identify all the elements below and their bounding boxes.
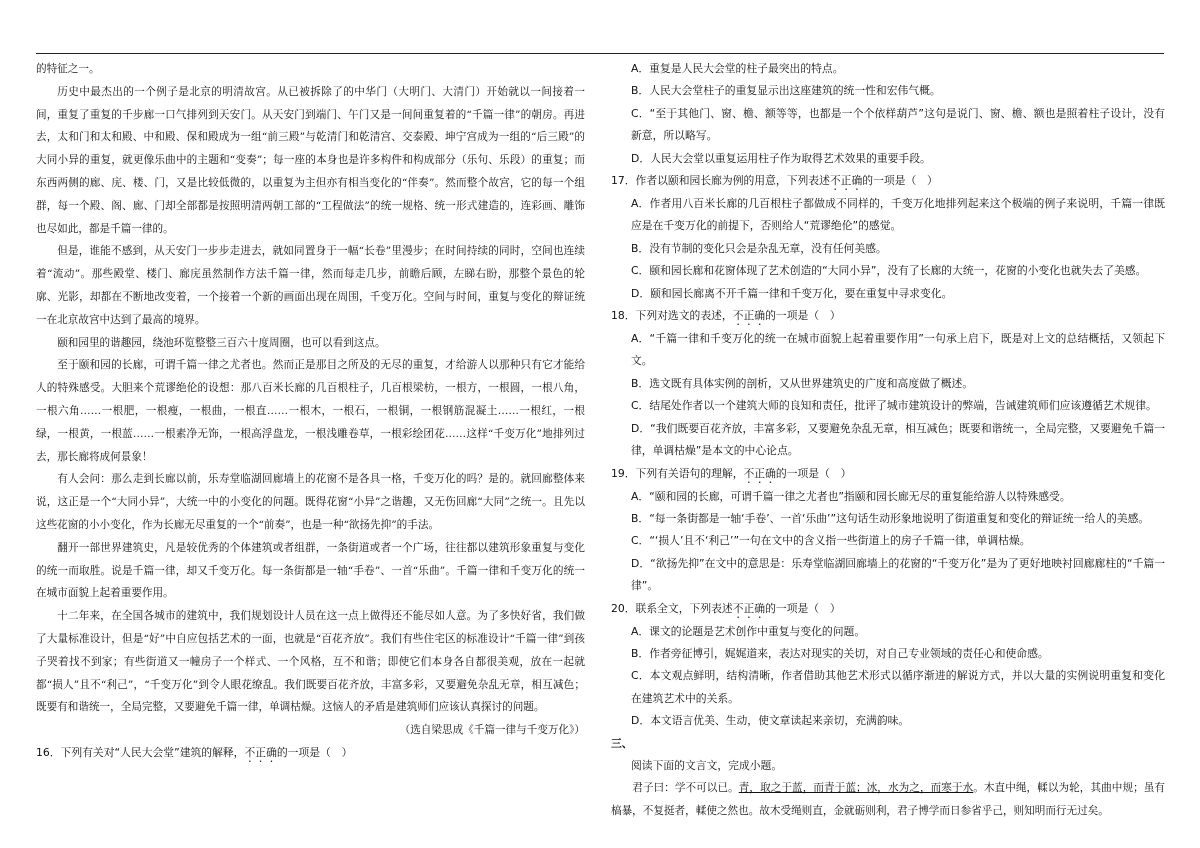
classical-text: 。木直中绳，輮以为轮，其曲中规；虽有槁暴，不复挺者，輮使之然也。故木受绳则直，金就砺则利，君子博学而日参省乎己，则知明而行无过矣。 [611,782,1166,817]
question-16-stem [36,742,585,765]
question-17-stem [611,170,1165,193]
question-17-option-c: C．颐和园长廊和花窗体现了艺术创造的“大同小异”，没有了长廊的大统一，花窗的小变化也就失去了美感。 [631,264,1147,278]
question-stem-text: 的一项是（ ） [765,309,841,323]
question-stem-text: 的一项是（ ） [765,601,841,615]
passage-paragraph: 历史中最杰出的一个例子是北京的明清故宫。从已被拆除了的中华门（大明门、大清门）开始就以一间接着一间，重复了重复的千步廊一口气排列到天安门。从天安门到端门、午门又是一间间重复着的“千篇一律”的朝房。再进去，太和门和太和殿、中和殿、保和殿成为一组“前三殿”与乾清门和乾清宫、交泰殿、坤宁宫成为一组的“后三殿”的大同小异的重复，就更像乐曲中的主题和“变奏”；每一座的本身也是许多构件和构成部分（乐句、乐段）的重复；而东西两侧的廊、庑、楼、门，又是比较低微的，以重复为主但亦有相当变化的“伴奏”。然而整个故宫，它的每一个组群，每一个殿、阁、廊、门却全部都是按照明清两朝工部的“工程做法”的统一规格、统一形式建造的，连彩画、雕饰也尽如此，都是千篇一律的。 [36,85,585,235]
question-stem-text: 16．下列有关对“人民大会堂”建筑的解释， [36,745,245,759]
emphasis-word: 不正确 [732,601,766,615]
section-3-instruction: 阅读下面的文言文，完成小题。 [631,758,783,772]
question-stem-text: 的一项是（ ） [276,745,353,759]
question-17-option-a: A．作者用八百米长廊的几百根柱子都做成不同样的，千变万化地排列起来这个极端的例子来说明，千篇一律既应是在千变万化的前提下，否则给人“荒谬绝伦”的感觉。 [631,197,1165,233]
header-rule [36,53,1164,54]
classical-passage [611,777,1165,822]
underlined-sentence: 青，取之于蓝，而青于蓝；冰，水为之，而寒于水 [738,782,974,795]
question-stem-text: 20．联系全文，下列表述 [611,601,733,615]
question-stem-text: 17．作者以颐和园长廊为例的用意，下列表述 [611,174,830,188]
question-18-option-d: D．“我们既要百花齐放，丰富多彩，又要避免杂乱无章，相互减色；既要和谐统一，全局完整，又要避免千篇一律，单调枯燥”是本文的中心论点。 [631,421,1165,458]
passage-paragraph: 的特征之一。 [36,63,100,75]
question-stem-text: 的一项是（ ） [775,466,852,480]
question-19-stem [611,463,1165,486]
question-16-option-c: C．“至于其他门、窗、檐、额等等，也都是一个个依样葫芦”这句是说门、窗、檐、额也是照着柱子设计，没有新意，所以略写。 [631,106,1165,143]
passage-paragraph: 颐和园里的谐趣园，绕池环览整整三百六十度周圈，也可以看到这点。 [57,336,386,349]
passage-paragraph: 翻开一部世界建筑史，凡是较优秀的个体建筑或者组群，一条街道或者一个广场，往往都以建筑形象重复与变化的统一而取胜。说是千篇一律，却又千变万化。每一条街都是一轴“手卷”、一首“乐曲”。千篇一律和千变万化的统一在城市面貌上起着重要作用。 [36,541,585,600]
emphasis-word: 不正确 [829,174,863,188]
passage-paragraph: 有人会问：那么走到长廊以前，乐寿堂临湖回廊墙上的花窗不是各具一格，千变万化的吗？是的。就回廊整体来说，这正是一个“大同小异”，大统一中的小变化的问题。既得花窗“小异”之谐趣，又无伤回廊“大同”之统一。且先以这些花窗的小小变化，作为长廊无尽重复的一个“前奏”，也是一种“欲扬先抑”的手法。 [36,473,585,531]
question-19-option-d: D．“欲扬先抑”在文中的意思是：乐寿堂临湖回廊墙上的花窗的“千变万化”是为了更好地映衬回廊廊柱的“千篇一律”。 [631,556,1165,593]
question-20-option-d: D．本文语言优美、生动，使文章读起来亲切，充满韵味。 [631,714,910,728]
question-20-option-c: C．本文观点鲜明，结构清晰，作者借助其他艺术形式以循序渐进的解说方式，并以大量的实例说明重复和变化在建筑艺术中的关系。 [631,669,1165,705]
question-20-option-b: B．作者旁征博引，娓娓道来，表达对现实的关切，对自己专业领域的责任心和使命感。 [631,646,1049,660]
question-19-option-c: C．“‘损人’且不‘利己’”一句在文中的含义指一些街道上的房子千篇一律，单调枯燥。 [631,534,1031,548]
question-18-option-a: A．“千篇一律和千变万化的统一在城市面貌上起着重要作用”一句承上启下，既是对上文的总结概括，又领起下文。 [631,332,1165,368]
question-18-option-c: C．结尾处作者以一个建筑大师的良知和责任，批评了城市建筑设计的弊端，告诫建筑师们应该遵循艺术规律。 [631,399,1157,413]
left-column [36,58,585,765]
question-stem-text: 18．下列对选文的表述， [611,309,733,323]
right-column [611,58,1165,822]
question-16-option-b: B．人民大会堂柱子的重复显示出这座建筑的统一性和宏伟气概。 [631,84,941,98]
emphasis-word: 不正确 [743,466,776,480]
emphasis-word: 不正确 [732,309,766,323]
question-18-option-b: B．选文既有具体实例的剖析，又从世界建筑史的广度和高度做了概述。 [631,376,974,390]
question-18-stem [611,305,1165,328]
section-3-heading: 三、 [611,736,633,750]
question-17-option-b: B．没有节制的变化只会是杂乱无章，没有任何美感。 [631,241,887,255]
question-20-stem [611,598,1165,621]
question-16-option-a: A．重复是人民大会堂的柱子最突出的特点。 [631,62,844,75]
question-stem-text: 19．下列有关语句的理解， [611,466,744,480]
question-19-option-a: A．“颐和园的长廊，可谓千篇一律之尤者也”指颐和园长廊无尽的重复能给游人以特殊感受。 [631,489,1071,503]
classical-text: 君子曰：学不可以已。 [632,782,739,795]
emphasis-word: 不正确 [244,745,277,759]
question-19-option-b: B．“每一条街都是一轴‘手卷’、一首‘乐曲’”这句话生动形象地说明了街道重复和变化的辩证统一给人的美感。 [631,511,1150,525]
question-stem-text: 的一项是（ ） [862,174,938,188]
question-16-option-d: D．人民大会堂以重复运用柱子作为取得艺术效果的重要手段。 [631,151,931,165]
passage-paragraph: 至于颐和园的长廊，可谓千篇一律之尤者也。然而正是那目之所及的无尽的重复，才给游人以那种只有它才能给人的特殊感受。大胆来个荒谬绝伦的设想：那八百米长廊的几百根柱子，几百根梁枋，一根方，一根圆，一根八角，一根六角……一根肥，一根瘦，一根曲，一根直……一根木，一根石，一根铜，一根钢筋混凝土……一根红，一根绿，一根黄，一根蓝……一根素净无饰，一根高浮盘龙，一根浅雕卷草，一根彩绘团花……这样“千变万化”地排列过去，那长廊将成何景象！ [36,359,585,463]
question-17-option-d: D．颐和园长廊离不开千篇一律和千变万化，要在重复中寻求变化。 [631,286,953,300]
passage-paragraph: 十二年来，在全国各城市的建筑中，我们规划设计人员在这一点上做得还不能尽如人意。为了多快好省，我们做了大量标准设计，但是“好”中自应包括艺术的一面，也就是“百花齐放”。我们有些住宅区的标准设计“千篇一律”到孩子哭着找不到家；有些街道又一幢房子一个样式、一个风格，互不和谐；即使它们本身各自都很美观，放在一起就都“损人”且不“利己”，“千变万化”到令人眼花缭乱。我们既要百花齐放，丰富多彩，又要避免杂乱无章，相互减色；既要有和谐统一，全局完整，又要避免千篇一律，单调枯燥。这恼人的矛盾是建筑师们应该认真探讨的问题。 [36,610,585,714]
passage-paragraph: 但是，谁能不感到，从天安门一步步走进去，就如同置身于一幅“长卷”里漫步；在时间持续的同时，空间也连续着“流动”。那些殿堂、楼门、廊庑虽然制作方法千篇一律，然而每走几步，前瞻后顾，左睇右盼，那整个景色的轮廓、光影，却都在不断地改变着，一个接着一个新的画面出现在周围，千变万化。空间与时间，重复与变化的辩证统一在北京故宫中达到了最高的境界。 [36,245,585,326]
passage-source: （选自梁思成《千篇一律与千变万化》） [399,724,585,737]
question-20-option-a: A．课文的论题是艺术创作中重复与变化的问题。 [631,624,866,638]
